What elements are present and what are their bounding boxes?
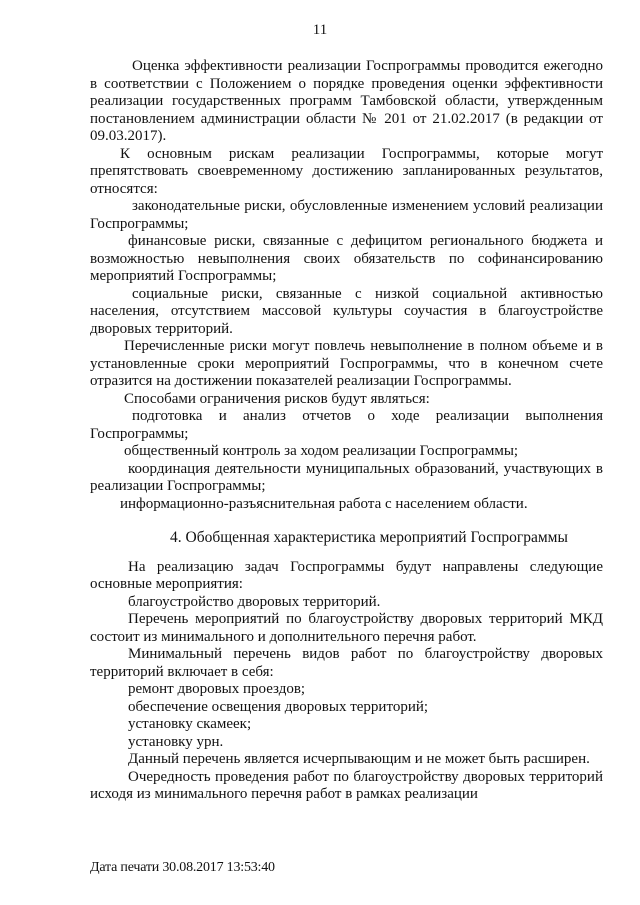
paragraph: Перечень мероприятий по благоустройству дворовых территорий МКД состоит из минимального и дополнительного перечня работ.: [90, 611, 603, 645]
paragraph: Данный перечень является исчерпывающим и не может быть расширен.: [128, 751, 590, 767]
paragraph: ремонт дворовых проездов;: [128, 681, 306, 697]
paragraph: установку урн.: [128, 733, 224, 750]
paragraph: информационно-разъяснительная работа с населением области.: [120, 495, 528, 512]
print-date: Дата печати 30.08.2017 13:53:40: [90, 860, 275, 875]
paragraph: финансовые риски, связанные с дефицитом регионального бюджета и возможностью невыполнения своих обязательств по софинансированию мероприятий Госпрограммы;: [90, 233, 603, 284]
paragraph: законодательные риски, обусловленные изменением условий реализации Госпрограммы;: [90, 198, 603, 232]
paragraph: На реализацию задач Госпрограммы будут направлены следующие основные мероприятия:: [90, 558, 603, 592]
paragraph: подготовка и анализ отчетов о ходе реализации выполнения Госпрограммы;: [90, 408, 603, 442]
paragraph: Способами ограничения рисков будут являться:: [124, 390, 430, 407]
paragraph: координация деятельности муниципальных образований, участвующих в реализации Госпрограммы;: [90, 460, 603, 494]
page-number: 11: [312, 22, 328, 38]
paragraph: Минимальный перечень видов работ по благоустройству дворовых территорий включает в себя:: [90, 646, 603, 680]
paragraph: К основным рискам реализации Госпрограммы, которые могут препятствовать своевременному достижению запланированных результатов, относятся:: [90, 145, 603, 197]
paragraph: Оценка эффективности реализации Госпрограммы проводится ежегодно в соответствии с Положением о порядке проведения оценки эффективности реализации государственных программ Тамбовской области, утвержденным постановлением администрации области № 201 от 21.02.2017 (в редакции от 09.03.2017).: [90, 58, 603, 144]
paragraph: установку скамеек;: [128, 716, 252, 732]
paragraph: Очередность проведения работ по благоустройству дворовых территорий исходя из минимального перечня работ в рамках реализации: [90, 768, 603, 802]
paragraph: социальные риски, связанные с низкой социальной активностью населения, отсутствием массовой культуры соучастия в благоустройстве дворовых территорий.: [90, 285, 603, 337]
section-heading: 4. Обобщенная характеристика мероприятий Госпрограммы: [170, 529, 568, 546]
paragraph: общественный контроль за ходом реализации Госпрограммы;: [124, 443, 519, 459]
paragraph: благоустройство дворовых территорий.: [128, 593, 381, 610]
paragraph: обеспечение освещения дворовых территорий;: [128, 698, 429, 715]
paragraph: Перечисленные риски могут повлечь невыполнение в полном объеме и в установленные сроки мероприятий Госпрограммы, что в конечном счете отразится на достижении показателей реализации Госпрограммы.: [90, 338, 603, 389]
page-body: [90, 58, 603, 804]
